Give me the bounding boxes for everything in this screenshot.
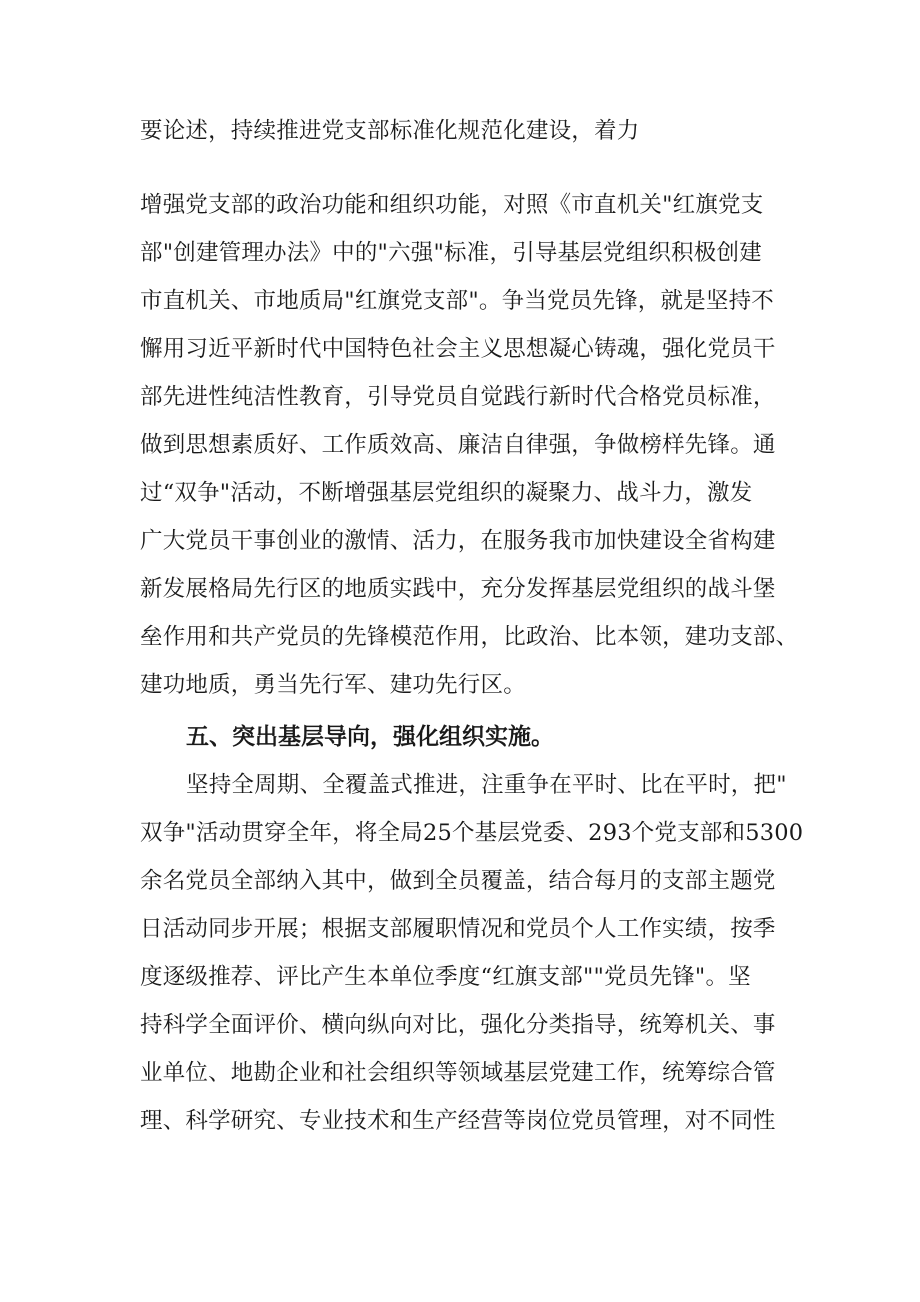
text-line: 懈用习近平新时代中国特色社会主义思想凝心铸魂，强化党员干 (140, 336, 776, 362)
text-line: 坚持全周期、全覆盖式推进，注重争在平时、比在平时，把" (186, 772, 787, 798)
text-line: 广大党员干事创业的激情、活力，在服务我市加快建设全省构建 (140, 528, 776, 554)
text-line: 部先进性纯洁性教育，引导党员自觉践行新时代合格党员标准， (140, 384, 776, 410)
text-line: 建功地质，勇当先行军、建功先行区。 (140, 672, 526, 698)
text-line: 垒作用和共产党员的先锋模范作用，比政治、比本领，建功支部、 (140, 624, 799, 650)
text-line: 增强党支部的政治功能和组织功能，对照《市直机关"红旗党支 (140, 192, 764, 218)
section-heading: 五、突出基层导向，强化组织实施。 (186, 724, 554, 750)
text-line: 部"创建管理办法》中的"六强"标准，引导基层党组织积极创建 (140, 240, 762, 266)
text-line-top: 要论述，持续推进党支部标准化规范化建设，着力 (140, 118, 640, 144)
text-line: 做到思想素质好、工作质效高、廉洁自律强，争做榜样先锋。通 (140, 432, 776, 458)
text-line: 过“双争"活动，不断增强基层党组织的凝聚力、战斗力，激发 (140, 480, 753, 506)
text-line: 双争"活动贯穿全年，将全局25个基层党委、293个党支部和5300 (140, 820, 804, 846)
text-line: 业单位、地勘企业和社会组织等领域基层党建工作，统筹综合管 (140, 1060, 776, 1086)
text-line: 市直机关、市地质局"红旗党支部"。争当党员先锋，就是坚持不 (140, 288, 774, 314)
text-line: 新发展格局先行区的地质实践中，充分发挥基层党组织的战斗堡 (140, 576, 776, 602)
text-line: 余名党员全部纳入其中，做到全员覆盖，结合每月的支部主题党 (140, 868, 776, 894)
text-line: 日活动同步开展；根据支部履职情况和党员个人工作实绩，按季 (140, 916, 776, 942)
text-line: 度逐级推荐、评比产生本单位季度“红旗支部""党员先锋"。坚 (140, 964, 751, 990)
text-line: 持科学全面评价、横向纵向对比，强化分类指导，统筹机关、事 (140, 1012, 776, 1038)
text-line: 理、科学研究、专业技术和生产经营等岗位党员管理，对不同性 (140, 1108, 776, 1134)
